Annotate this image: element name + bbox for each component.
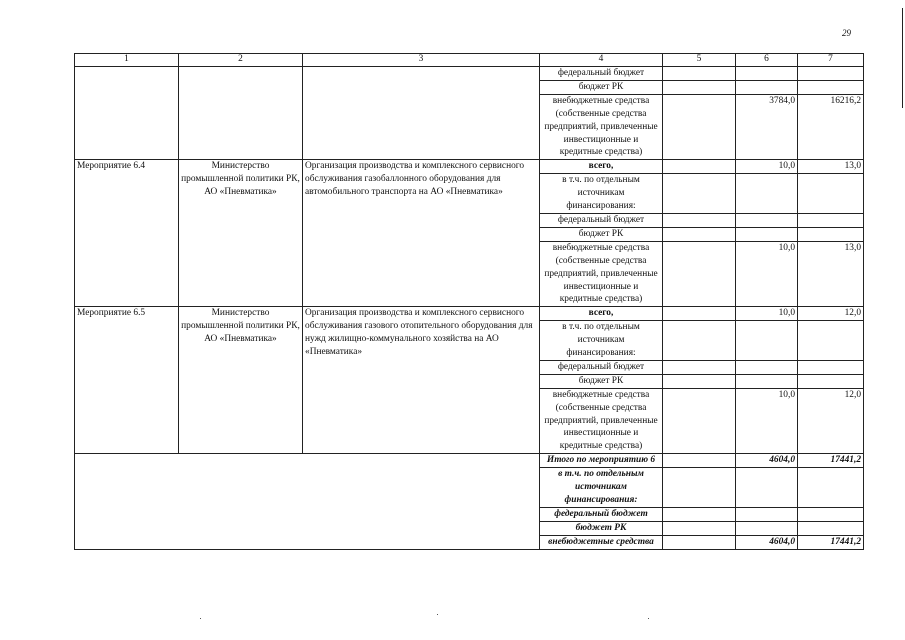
measure-name: Мероприятие 6.5: [75, 307, 179, 454]
value-cell: 12,0: [798, 388, 864, 454]
empty-cell: [798, 360, 864, 374]
empty-cell: [663, 307, 736, 321]
empty-cell: [663, 94, 736, 160]
value-cell: 13,0: [798, 160, 864, 174]
empty-cell: [736, 468, 798, 508]
value-cell: 17441,2: [798, 454, 864, 468]
table-row: [75, 454, 864, 468]
empty-cell: [798, 521, 864, 535]
source-federal: федеральный бюджет: [540, 67, 663, 81]
scan-speck: [437, 614, 438, 615]
header-row: [75, 54, 864, 67]
cont-name-cell: [75, 67, 179, 160]
source-offbudget: внебюджетные средства (собственные средства предприятий, привлеченные инвестиционные и кредитные средства): [540, 241, 663, 307]
empty-cell: [663, 321, 736, 361]
table-row: [75, 160, 864, 174]
source-federal: федеральный бюджет: [540, 213, 663, 227]
empty-cell: [663, 241, 736, 307]
value-cell: 4604,0: [736, 454, 798, 468]
value-cell: 10,0: [736, 160, 798, 174]
cont-exec-cell: [179, 67, 303, 160]
empty-cell: [798, 213, 864, 227]
summary-including-label: в т.ч. по отдельным источникам финансирования:: [540, 468, 663, 508]
empty-cell: [736, 521, 798, 535]
empty-cell: [663, 535, 736, 549]
empty-cell: [798, 321, 864, 361]
summary-total-label: Итого по мероприятию 6: [540, 454, 663, 468]
source-rk: бюджет РК: [540, 227, 663, 241]
summary-rk-label: бюджет РК: [540, 521, 663, 535]
summary-federal-label: федеральный бюджет: [540, 507, 663, 521]
measure-name: Мероприятие 6.4: [75, 160, 179, 307]
measure-description: Организация производства и комплексного сервисного обслуживания газового отопительного оборудования для нужд жилищно-коммунального хозяйства на АО «Пневматика»: [303, 307, 540, 454]
empty-cell: [798, 80, 864, 94]
value-cell: 4604,0: [736, 535, 798, 549]
summary-offbudget-label: внебюджетные средства: [540, 535, 663, 549]
col-header-2: 2: [179, 54, 303, 67]
value-cell: 10,0: [736, 307, 798, 321]
executor: Министерство промышленной политики РК, АО «Пневматика»: [179, 160, 303, 307]
value-cell: 10,0: [736, 241, 798, 307]
value-cell: 17441,2: [798, 535, 864, 549]
empty-cell: [663, 507, 736, 521]
empty-cell: [736, 227, 798, 241]
source-total: всего,: [540, 307, 663, 321]
scan-speck: [200, 618, 201, 619]
empty-cell: [663, 468, 736, 508]
summary-blank-cell: [75, 454, 540, 549]
source-rk: бюджет РК: [540, 374, 663, 388]
table-row: [75, 307, 864, 321]
empty-cell: [663, 521, 736, 535]
empty-cell: [736, 174, 798, 214]
col-header-5: 5: [663, 54, 736, 67]
table-row: [75, 67, 864, 81]
col-header-7: 7: [798, 54, 864, 67]
col-header-4: 4: [540, 54, 663, 67]
empty-cell: [798, 174, 864, 214]
scan-speck: [648, 618, 649, 619]
empty-cell: [736, 374, 798, 388]
empty-cell: [663, 160, 736, 174]
source-federal: федеральный бюджет: [540, 360, 663, 374]
col-header-6: 6: [736, 54, 798, 67]
empty-cell: [663, 454, 736, 468]
empty-cell: [663, 213, 736, 227]
empty-cell: [663, 80, 736, 94]
measure-description: Организация производства и комплексного сервисного обслуживания газобаллонного оборудования для автомобильного транспорта на АО «Пневматика»: [303, 160, 540, 307]
empty-cell: [798, 67, 864, 81]
empty-cell: [663, 360, 736, 374]
col-header-3: 3: [303, 54, 540, 67]
empty-cell: [798, 227, 864, 241]
executor: Министерство промышленной политики РК, АО «Пневматика»: [179, 307, 303, 454]
page-number: 29: [842, 28, 851, 38]
empty-cell: [736, 80, 798, 94]
source-rk: бюджет РК: [540, 80, 663, 94]
value-cell: 10,0: [736, 388, 798, 454]
source-offbudget: внебюджетные средства (собственные средства предприятий, привлеченные инвестиционные и кредитные средства): [540, 388, 663, 454]
margin-rule: [902, 8, 903, 108]
empty-cell: [663, 227, 736, 241]
empty-cell: [663, 374, 736, 388]
empty-cell: [736, 360, 798, 374]
cont-desc-cell: [303, 67, 540, 160]
value-cell: 16216,2: [798, 94, 864, 160]
empty-cell: [663, 67, 736, 81]
empty-cell: [736, 67, 798, 81]
value-cell: 13,0: [798, 241, 864, 307]
value-cell: 3784,0: [736, 94, 798, 160]
empty-cell: [736, 213, 798, 227]
source-total: всего,: [540, 160, 663, 174]
empty-cell: [736, 507, 798, 521]
empty-cell: [798, 468, 864, 508]
source-offbudget: внебюджетные средства (собственные средства предприятий, привлеченные инвестиционные и кредитные средства): [540, 94, 663, 160]
empty-cell: [663, 388, 736, 454]
source-including: в т.ч. по отдельным источникам финансирования:: [540, 174, 663, 214]
empty-cell: [663, 174, 736, 214]
empty-cell: [736, 321, 798, 361]
empty-cell: [798, 374, 864, 388]
col-header-1: 1: [75, 54, 179, 67]
source-including: в т.ч. по отдельным источникам финансирования:: [540, 321, 663, 361]
value-cell: 12,0: [798, 307, 864, 321]
funding-table: [74, 53, 864, 550]
empty-cell: [798, 507, 864, 521]
